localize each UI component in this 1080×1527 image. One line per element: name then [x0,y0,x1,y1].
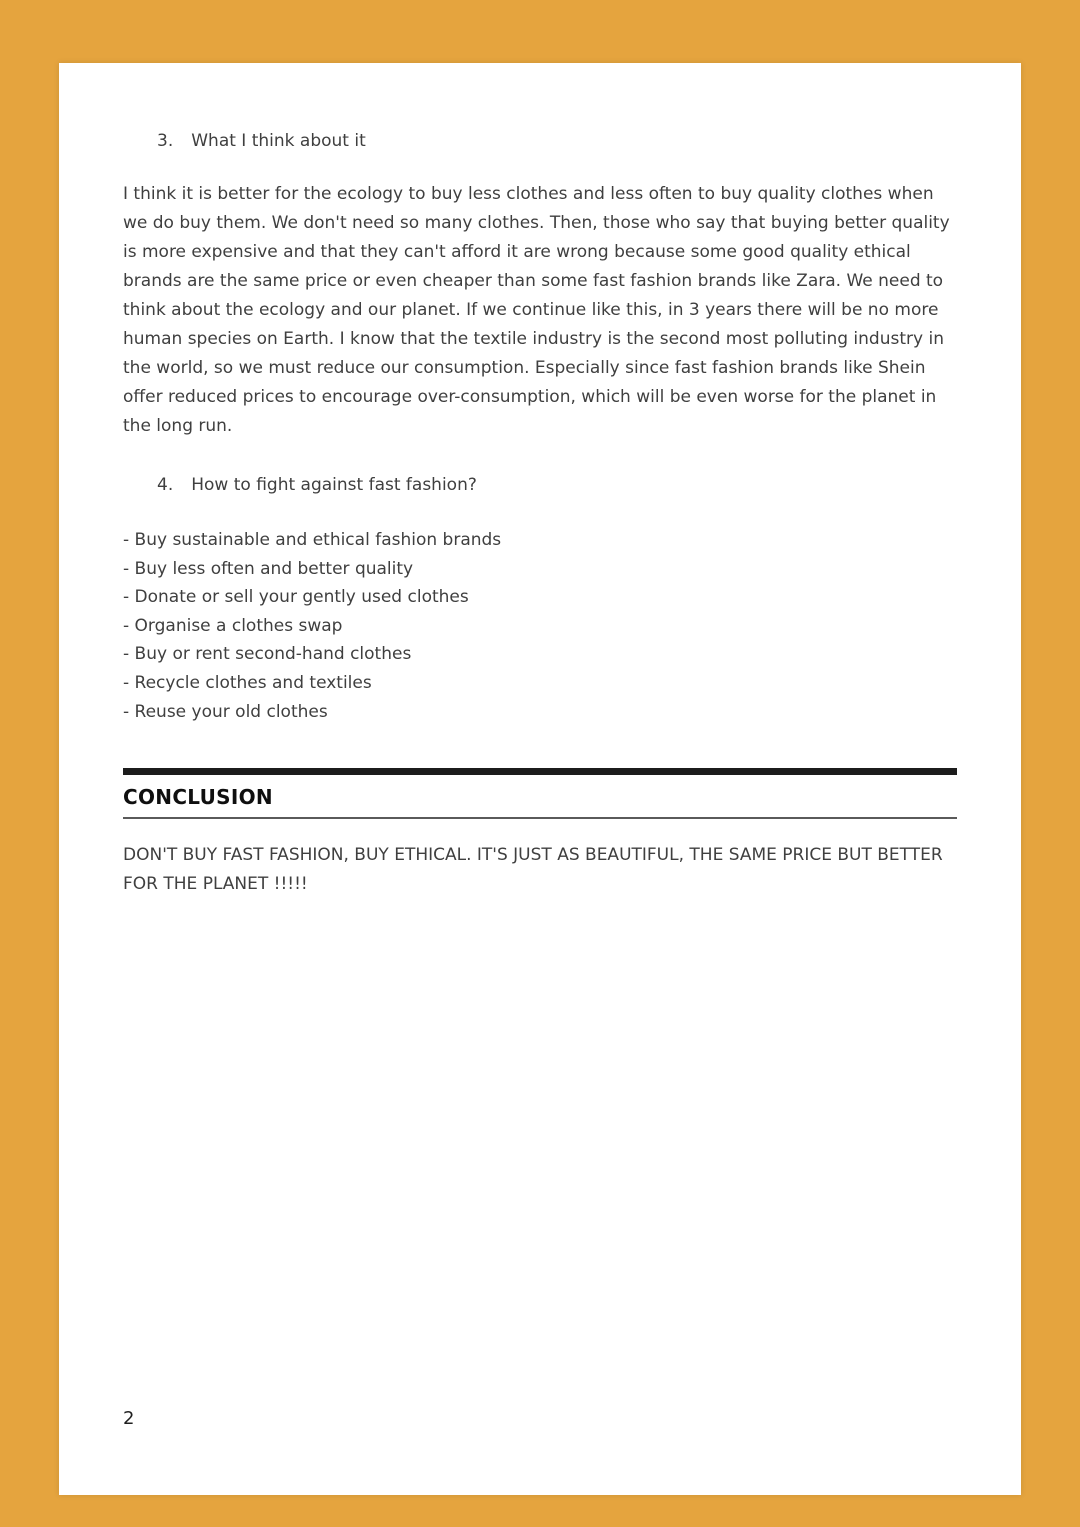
list-item: - Recycle clothes and textiles [123,672,372,693]
document-page [59,63,1021,1495]
conclusion-section [123,768,957,899]
section-3-title: What I think about it [191,131,366,151]
list-item: - Buy less often and better quality [123,558,414,579]
list-item: - Buy sustainable and ethical fashion brands [123,530,502,550]
section-3-heading [157,127,957,156]
conclusion-bottom-rule [123,817,957,819]
list-item: - Buy or rent second-hand clothes [123,644,412,665]
list-item: - Reuse your old clothes [123,701,328,722]
list-item: - Donate or sell your gently used clothes [123,587,469,608]
section-3-number: 3. [157,131,174,151]
section-3-paragraph: I think it is better for the ecology to buy less clothes and less often to buy quality clothes when we do buy them. We don't need so many clothes. Then, those who say that buying better quality is more expensive and that they can't afford it are wrong because some good quality ethical brands are the same price or even cheaper than some fast fashion brands like Zara. We need to think about the ecology and our planet. If we continue like this, in 3 years there will be no more human species on Earth. I know that the textile industry is the second most polluting industry in the world, so we must reduce our consumption. Especially since fast fashion brands like Shein offer reduced prices to encourage over-consumption, which will be even worse for the planet in the long run. [123,184,950,436]
section-4-title: How to fight against fast fashion? [191,475,477,495]
section-4-number: 4. [157,475,174,495]
conclusion-paragraph: DON'T BUY FAST FASHION, BUY ETHICAL. IT'S JUST AS BEAUTIFUL, THE SAME PRICE BUT BETTER FOR THE PLANET !!!!! [123,845,943,895]
page-number: 2 [123,1408,135,1429]
list-item: - Organise a clothes swap [123,615,343,636]
section-4-heading [157,471,957,500]
conclusion-heading: CONCLUSION [123,785,273,810]
conclusion-top-rule [123,768,957,775]
fight-fast-fashion-list [123,526,957,726]
page-content [59,63,1021,899]
